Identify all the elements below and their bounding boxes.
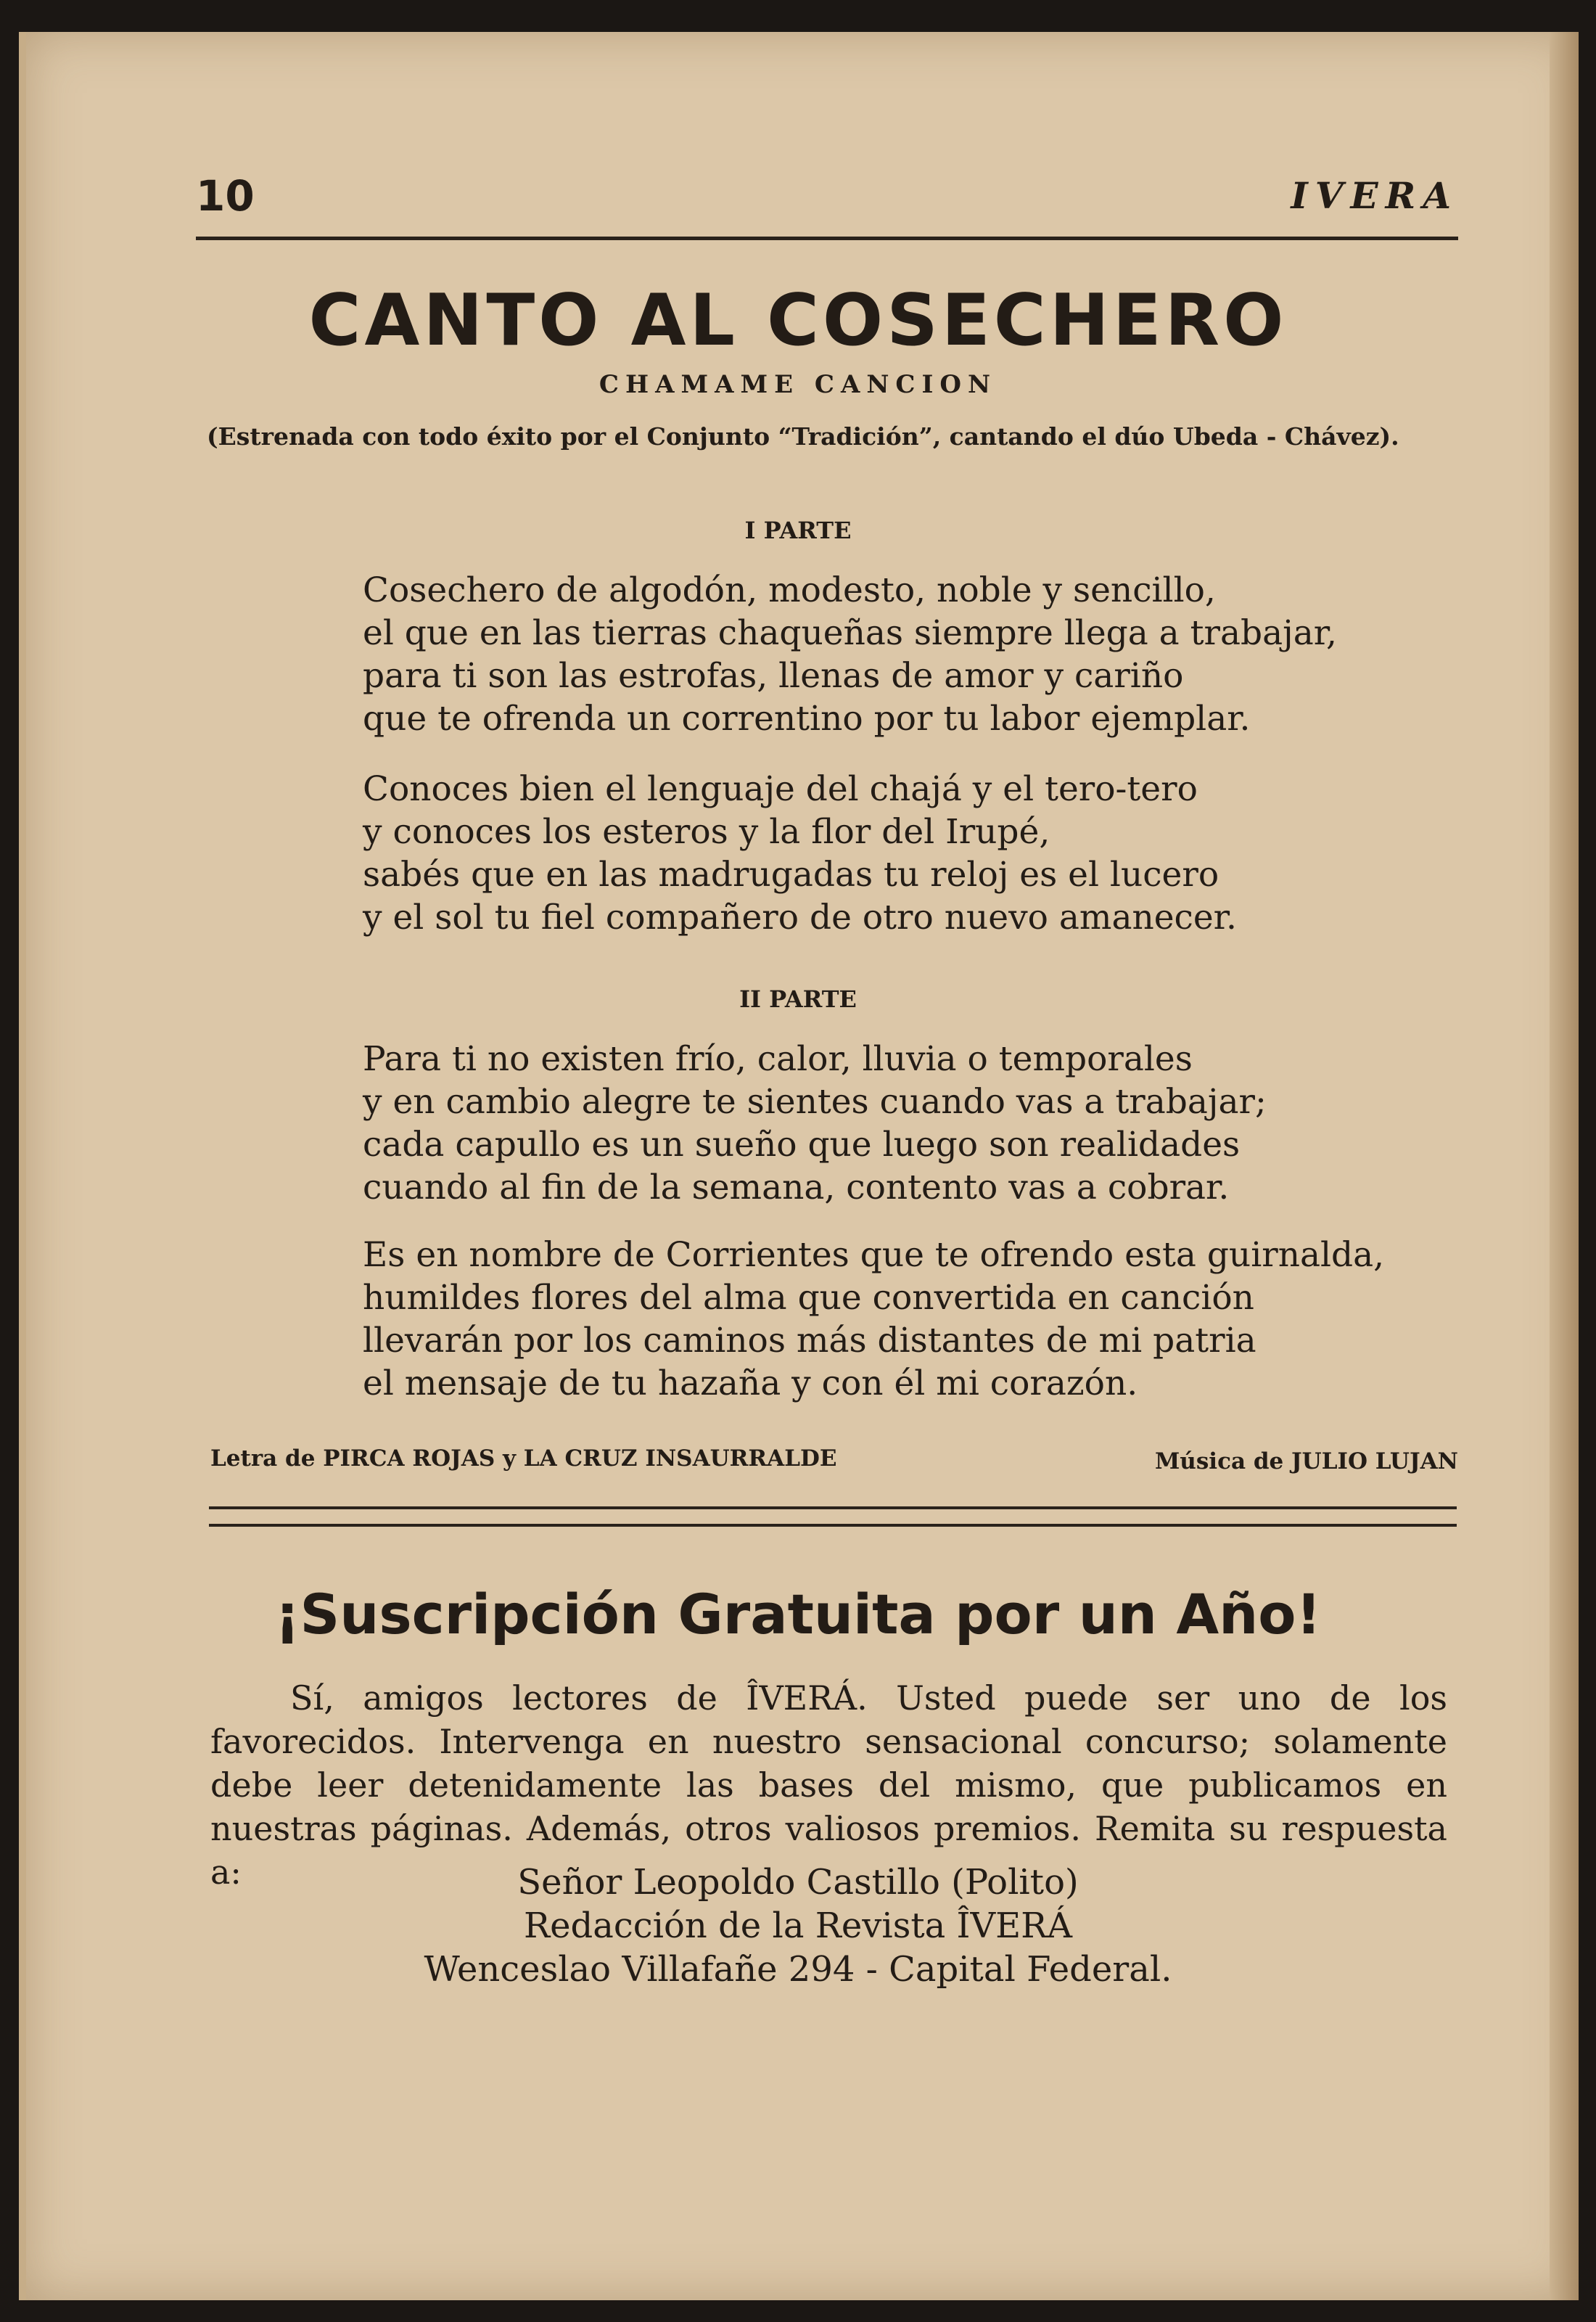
verse-line: Es en nombre de Corrientes que te ofrendo esta guirnalda,	[363, 1235, 1385, 1275]
part-one-label: I PARTE	[744, 517, 852, 544]
verse-line: y en cambio alegre te sientes cuando vas a trabajar;	[363, 1082, 1267, 1122]
address-line: Señor Leopoldo Castillo (Polito)	[517, 1862, 1079, 1903]
promo-body: Sí, amigos lectores de ÎVERÁ. Usted puede ser uno de los favorecidos. Intervenga en nuestro sensacional concurso; solamente debe leer detenidamente las bases del mismo, que publicamos en nuestras páginas. Además, otros valiosos premios. Remita su respuesta a:	[210, 1678, 1447, 1892]
part-two-label: II PARTE	[739, 985, 857, 1013]
address-line: Redacción de la Revista ÎVERÁ	[524, 1905, 1072, 1946]
stanza-2	[363, 768, 1451, 939]
magazine-title: IVERA	[1291, 174, 1458, 217]
divider-rule	[209, 1506, 1457, 1509]
song-title: CANTO AL COSECHERO	[308, 279, 1288, 362]
verse-line: el mensaje de tu hazaña y con él mi corazón.	[363, 1363, 1138, 1403]
verse-line: Para ti no existen frío, calor, lluvia o temporales	[363, 1039, 1193, 1079]
page-number: 10	[196, 171, 255, 221]
verse-line: humildes flores del alma que convertida en canción	[363, 1278, 1254, 1318]
verse-line: Conoces bien el lenguaje del chajá y el tero-tero	[363, 769, 1198, 809]
divider-rule	[209, 1524, 1457, 1527]
stanza-3	[363, 1038, 1451, 1209]
verse-line: el que en las tierras chaqueñas siempre llega a trabajar,	[363, 613, 1337, 653]
address-line: Wenceslao Villafañe 294 - Capital Federal.	[424, 1949, 1172, 1990]
premiere-note: (Estrenada con todo éxito por el Conjunto “Tradición”, cantando el dúo Ubeda - Chávez).	[207, 422, 1399, 451]
verse-line: llevarán por los caminos más distantes de mi patria	[363, 1321, 1256, 1361]
music-credit: Música de JULIO LUJAN	[1154, 1448, 1458, 1474]
song-credits	[210, 1445, 1458, 1477]
verse-line: cada capullo es un sueño que luego son realidades	[363, 1125, 1241, 1165]
verse-line: Cosechero de algodón, modesto, noble y sencillo,	[363, 570, 1216, 610]
verse-line: para ti son las estrofas, llenas de amor y cariño	[363, 656, 1184, 696]
verse-line: y conoces los esteros y la flor del Irupé,	[363, 812, 1050, 852]
promo-title: ¡Suscripción Gratuita por un Año!	[274, 1582, 1322, 1646]
verse-line: sabés que en las madrugadas tu reloj es el lucero	[363, 855, 1219, 895]
stanza-1	[363, 569, 1451, 740]
song-subtitle: CHAMAME CANCION	[598, 370, 998, 399]
verse-line: cuando al fin de la semana, contento vas a cobrar.	[363, 1168, 1230, 1207]
verse-line: y el sol tu fiel compañero de otro nuevo amanecer.	[363, 898, 1237, 938]
page-header	[196, 164, 1458, 240]
verse-line: que te ofrenda un correntino por tu labor ejemplar.	[363, 699, 1251, 739]
lyrics-credit: Letra de PIRCA ROJAS y LA CRUZ INSAURRALDE	[210, 1445, 837, 1472]
stanza-4	[363, 1234, 1451, 1405]
